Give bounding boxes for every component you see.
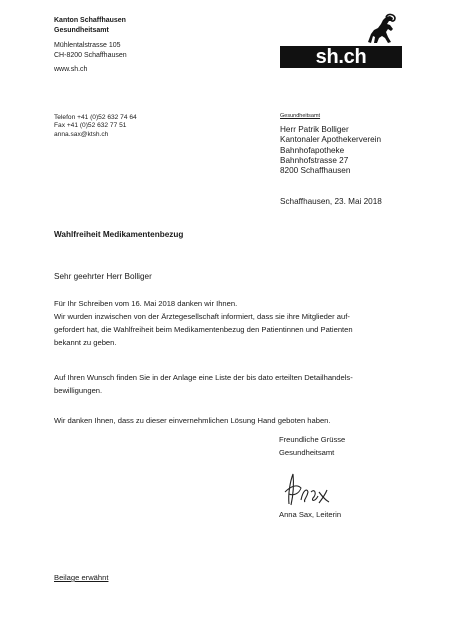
ram-emblem-icon <box>364 12 398 46</box>
body-paragraph-1 <box>54 297 394 349</box>
sender-web: www.sh.ch <box>54 66 88 73</box>
body-line: Wir danken Ihnen, dass zu dieser einvernehmlichen Lösung Hand geboten haben. <box>54 416 331 425</box>
recipient-block <box>280 113 381 176</box>
contact-phone: Telefon +41 (0)52 632 74 64 <box>54 114 137 121</box>
recipient-line: Kantonaler Apothekerverein <box>280 135 382 145</box>
body-line: Für Ihr Schreiben vom 16. Mai 2018 danken wir Ihnen. <box>54 299 238 308</box>
body-paragraph-2 <box>54 371 394 397</box>
body-line: gefordert hat, die Wahlfreiheit beim Medikamentenbezug den Patientinnen und Patienten <box>54 325 353 334</box>
recipient-line: Bahnhofapotheke <box>280 145 345 155</box>
contact-fax: Fax +41 (0)52 632 77 51 <box>54 122 127 130</box>
sender-canton: Kanton Schaffhausen <box>54 17 126 24</box>
recipient-line: Herr Patrik Bolliger <box>280 125 349 134</box>
enclosure-note: Beilage erwähnt <box>54 573 109 582</box>
contact-email: anna.sax@ktsh.ch <box>54 130 109 138</box>
canton-logo <box>280 12 402 68</box>
body-line: Auf Ihren Wunsch finden Sie in der Anlage eine Liste der bis dato erteilten Detailhandels- <box>54 373 353 382</box>
contact-block <box>54 114 137 139</box>
body-line: bekannt zu geben. <box>54 338 117 347</box>
sender-block <box>54 16 127 75</box>
logo-text: sh.ch <box>280 46 402 68</box>
letter-date: Schaffhausen, 23. Mai 2018 <box>280 197 382 206</box>
closing-block <box>279 433 345 459</box>
body-line: Wir wurden inzwischen von der Ärztegesellschaft informiert, dass sie ihre Mitglieder auf- <box>54 312 350 321</box>
closing-office: Gesundheitsamt <box>279 448 335 457</box>
recipient-line: 8200 Schaffhausen <box>280 166 351 176</box>
sender-city: CH-8200 Schaffhausen <box>54 51 127 59</box>
body-paragraph-3 <box>54 414 394 427</box>
return-address-label: Gesundheitsamt <box>280 113 321 119</box>
handwritten-signature <box>281 470 341 510</box>
salutation: Sehr geehrter Herr Bolliger <box>54 272 152 281</box>
sender-street: Mühlentalstrasse 105 <box>54 42 121 49</box>
closing-greeting: Freundliche Grüsse <box>279 435 346 444</box>
body-line: bewilligungen. <box>54 386 103 395</box>
recipient-line: Bahnhofstrasse 27 <box>280 155 349 165</box>
letter-subject: Wahlfreiheit Medikamentenbezug <box>54 230 184 239</box>
sender-office: Gesundheitsamt <box>54 26 109 34</box>
signer-name: Anna Sax, Leiterin <box>279 510 342 519</box>
